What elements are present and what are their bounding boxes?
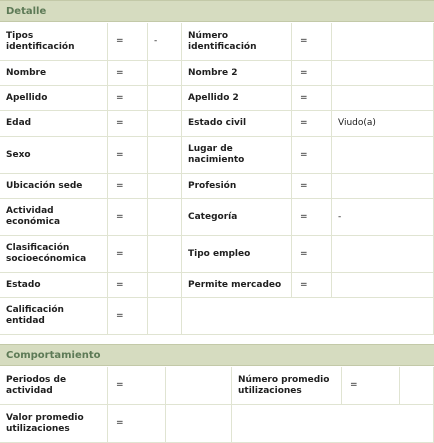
eq-tipo-empleo: = xyxy=(292,236,332,273)
value-actividad-economica xyxy=(148,199,182,236)
value-nombre-2 xyxy=(332,61,434,86)
label-nombre: Nombre xyxy=(0,61,108,86)
value-nombre xyxy=(148,61,182,86)
value-tipos-identificacion: - xyxy=(148,23,182,61)
label-tipos-identificacion: Tipos identificación xyxy=(0,23,108,61)
label-calificacion: Calificación entidad xyxy=(0,298,108,335)
eq-tipos-identificacion: = xyxy=(108,23,148,61)
eq-apellido: = xyxy=(108,86,148,111)
label-permite-mercadeo: Permite mercadeo xyxy=(182,273,292,298)
eq-actividad-economica: = xyxy=(108,199,148,236)
eq-apellido-2: = xyxy=(292,86,332,111)
eq-nombre-2: = xyxy=(292,61,332,86)
label-estado: Estado xyxy=(0,273,108,298)
label-sexo: Sexo xyxy=(0,137,108,174)
label-lugar-nacimiento: Lugar de nacimiento xyxy=(182,137,292,174)
empty-cell xyxy=(182,298,434,335)
eq-ubicacion-sede: = xyxy=(108,174,148,199)
label-nombre-2: Nombre 2 xyxy=(182,61,292,86)
label-numero-promedio: Número promedio utilizaciones xyxy=(232,367,342,405)
eq-nombre: = xyxy=(108,61,148,86)
value-periodos-actividad xyxy=(166,367,232,405)
value-numero-promedio xyxy=(400,367,434,405)
value-edad xyxy=(148,111,182,137)
value-estado xyxy=(148,273,182,298)
section-header-detalle: Detalle xyxy=(0,0,434,22)
eq-lugar-nacimiento: = xyxy=(292,137,332,174)
eq-permite-mercadeo: = xyxy=(292,273,332,298)
value-tipo-empleo xyxy=(332,236,434,273)
eq-estado: = xyxy=(108,273,148,298)
label-apellido-2: Apellido 2 xyxy=(182,86,292,111)
value-clasificacion xyxy=(148,236,182,273)
value-estado-civil: Viudo(a) xyxy=(332,111,434,137)
eq-numero-identificacion: = xyxy=(292,23,332,61)
eq-categoria: = xyxy=(292,199,332,236)
eq-sexo: = xyxy=(108,137,148,174)
label-periodos-actividad: Periodos de actividad xyxy=(0,367,108,405)
label-numero-identificacion: Número identificación xyxy=(182,23,292,61)
value-numero-identificacion xyxy=(332,23,434,61)
label-edad: Edad xyxy=(0,111,108,137)
value-sexo xyxy=(148,137,182,174)
value-profesion xyxy=(332,174,434,199)
empty-cell xyxy=(232,405,434,443)
value-apellido-2 xyxy=(332,86,434,111)
eq-profesion: = xyxy=(292,174,332,199)
label-clasificacion: Clasificación socioecónomica xyxy=(0,236,108,273)
eq-valor-promedio: = xyxy=(108,405,166,443)
eq-edad: = xyxy=(108,111,148,137)
value-permite-mercadeo xyxy=(332,273,434,298)
value-lugar-nacimiento xyxy=(332,137,434,174)
value-apellido xyxy=(148,86,182,111)
label-apellido: Apellido xyxy=(0,86,108,111)
value-calificacion xyxy=(148,298,182,335)
value-valor-promedio xyxy=(166,405,232,443)
label-profesion: Profesión xyxy=(182,174,292,199)
value-categoria: - xyxy=(332,199,434,236)
label-valor-promedio: Valor promedio utilizaciones xyxy=(0,405,108,443)
label-estado-civil: Estado civil xyxy=(182,111,292,137)
label-tipo-empleo: Tipo empleo xyxy=(182,236,292,273)
eq-numero-promedio: = xyxy=(342,367,400,405)
eq-calificacion: = xyxy=(108,298,148,335)
eq-periodos-actividad: = xyxy=(108,367,166,405)
section-header-comportamiento: Comportamiento xyxy=(0,344,434,366)
label-ubicacion-sede: Ubicación sede xyxy=(0,174,108,199)
label-categoria: Categoría xyxy=(182,199,292,236)
label-actividad-economica: Actividad económica xyxy=(0,199,108,236)
eq-estado-civil: = xyxy=(292,111,332,137)
eq-clasificacion: = xyxy=(108,236,148,273)
value-ubicacion-sede xyxy=(148,174,182,199)
